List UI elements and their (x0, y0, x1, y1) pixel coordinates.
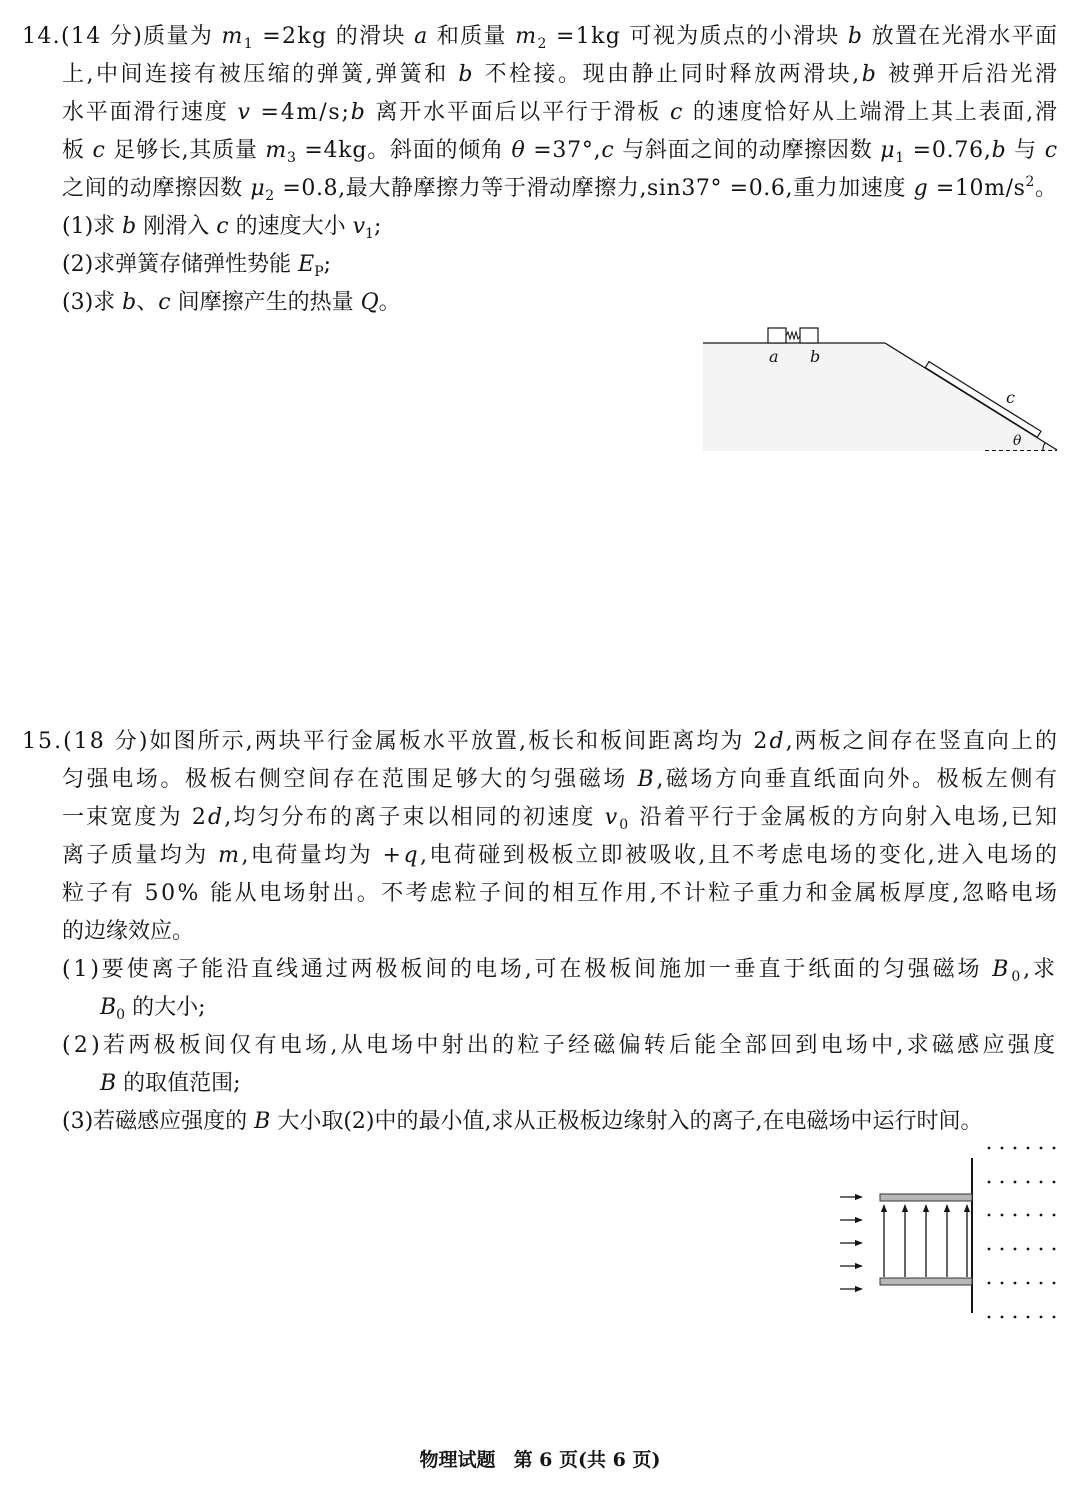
subscript: 0 (116, 1007, 126, 1023)
q15-subquestion-2-cont (100, 1065, 1055, 1103)
line-text (22, 18, 1058, 58)
line-text (62, 875, 1059, 913)
text-run: ,两板之间存在竖直向上的 (785, 729, 1060, 754)
field-dot (1040, 1316, 1043, 1319)
line-text (62, 951, 1058, 991)
text-run: 间摩擦产生的热量 (170, 290, 361, 315)
text-run: =0.76, (904, 138, 992, 163)
q14-subquestion-2 (62, 246, 1057, 284)
field-dot (1040, 1181, 1043, 1184)
text-run: (2)若两极板间仅有电场,从电场中射出的粒子经磁偏转后能全部回到电场中,求磁感应强度 (62, 1033, 1059, 1058)
math-symbol: m (265, 138, 287, 163)
math-symbol: B (254, 1109, 271, 1134)
subscript: 2 (265, 188, 275, 204)
label-c: c (1006, 388, 1015, 407)
field-dot (988, 1316, 991, 1319)
subscript: 0 (619, 817, 631, 833)
footer-subject: 物理试题 (419, 1449, 496, 1471)
text-run: ,均匀分布的离子束以相同的初速度 (224, 805, 605, 830)
text-run: 之间的动摩擦因数 (62, 176, 251, 201)
field-dot (1053, 1181, 1056, 1184)
math-symbol: v (352, 214, 366, 239)
footer-page-number: 第 6 页(共 6 页) (513, 1449, 661, 1471)
math-symbol: B (992, 957, 1012, 982)
line-text (62, 799, 1059, 839)
text-run: ,磁场方向垂直纸面向外。极板左侧有 (656, 767, 1060, 792)
label-a: a (769, 347, 779, 366)
line-text (62, 94, 1059, 132)
field-dot (1040, 1214, 1043, 1217)
field-dot (988, 1214, 991, 1217)
subscript: 1 (243, 36, 254, 52)
q15-line-4 (62, 837, 1060, 875)
text-run: 足够长,其质量 (105, 138, 266, 163)
field-dot (1027, 1248, 1030, 1251)
math-symbol: v (237, 100, 252, 125)
page-footer (0, 1447, 1080, 1473)
math-symbol: q (403, 843, 420, 868)
q15-subquestion-2 (62, 1027, 1059, 1065)
text-run: =0.8,最大静摩擦力等于滑动摩擦力,sin37° =0.6,重力加速度 (274, 176, 914, 201)
math-symbol: m (221, 24, 244, 49)
line-text (62, 761, 1060, 799)
line-text (22, 723, 1059, 761)
subscript: 1 (365, 226, 374, 242)
math-symbol: a (414, 24, 429, 49)
text-run: =2kg 的滑块 (253, 24, 415, 49)
field-dot (988, 1282, 991, 1285)
ion-beam-arrows (840, 1197, 862, 1289)
field-dot (1053, 1248, 1056, 1251)
text-run: (1)求 (62, 214, 123, 239)
math-symbol: b (122, 290, 137, 315)
math-symbol: θ (511, 138, 526, 163)
text-run: 沿着平行于金属板的方向射入电场,已知 (630, 805, 1060, 830)
field-dot (988, 1181, 991, 1184)
math-symbol: c (1044, 138, 1058, 163)
math-symbol: b (458, 62, 475, 87)
text-run: 水平面滑行速度 (62, 100, 238, 125)
block-b (800, 328, 818, 343)
line-text (62, 1027, 1058, 1065)
q14-subquestion-1 (62, 208, 1057, 246)
text-run: (1)要使离子能沿直线通过两极板间的电场,可在极板间施加一垂直于纸面的匀强磁场 (62, 957, 993, 982)
field-dot (1014, 1316, 1017, 1319)
text-run: 离子质量均为 (62, 843, 219, 868)
q14-line-4 (62, 132, 1057, 170)
math-symbol: b (350, 100, 367, 125)
field-dot (1040, 1282, 1043, 1285)
text-run: 大小取(2)中的最小值,求从正极板边缘射入的离子,在电磁场中运行时间。 (270, 1109, 983, 1134)
field-dot (1001, 1248, 1004, 1251)
text-run: 与斜面之间的动摩擦因数 (614, 138, 881, 163)
text-run: ,电荷量均为 + (241, 843, 404, 868)
field-dot (1014, 1181, 1017, 1184)
text-run: 放置在光滑水平面 (863, 24, 1059, 49)
field-dot (1014, 1214, 1017, 1217)
line-text (62, 246, 331, 286)
text-run: 上,中间连接有被压缩的弹簧,弹簧和 (62, 62, 459, 87)
math-symbol: B (637, 767, 657, 792)
text-run: ,求 (1023, 957, 1058, 982)
line-text (100, 989, 206, 1029)
magnetic-field-dots (988, 1147, 1056, 1319)
field-dot (1040, 1248, 1043, 1251)
text-run: =1kg 可视为质点的小滑块 (547, 24, 848, 49)
text-run: =4m/s; (251, 100, 351, 125)
q14-line-5 (62, 170, 1057, 208)
top-metal-plate (880, 1194, 972, 1201)
field-dot (1027, 1147, 1030, 1150)
field-dot (1001, 1214, 1004, 1217)
q14-line-3 (62, 94, 1057, 132)
text-run: ; (373, 214, 382, 239)
math-symbol: B (100, 995, 117, 1020)
field-dot (1001, 1282, 1004, 1285)
math-symbol: m (515, 24, 538, 49)
field-dot (1001, 1147, 1004, 1150)
subscript: P (314, 264, 324, 280)
field-dot (1001, 1316, 1004, 1319)
field-dot (1053, 1214, 1056, 1217)
superscript: 2 (1025, 174, 1035, 190)
math-symbol: d (769, 729, 786, 754)
q15-line-2 (62, 761, 1060, 799)
text-run: ; (323, 252, 332, 277)
math-symbol: μ (880, 138, 896, 163)
q14-figure-blocks-and-incline (700, 318, 1062, 458)
text-run: =4kg。斜面的倾角 (296, 138, 512, 163)
math-symbol: c (601, 138, 615, 163)
text-run: 的速度恰好从上端滑上其上表面,滑 (684, 100, 1059, 125)
math-symbol: E (298, 252, 315, 277)
q15-subquestion-1 (62, 951, 1058, 989)
compressed-spring (786, 332, 800, 339)
math-symbol: c (158, 290, 171, 315)
math-symbol: Q (360, 290, 379, 315)
ground-shading (703, 343, 1057, 451)
math-symbol: b (991, 138, 1007, 163)
q14-line-1 (22, 18, 1057, 56)
field-dot (1053, 1147, 1056, 1150)
q15-subquestion-1-cont (100, 989, 1055, 1027)
field-dot (988, 1147, 991, 1150)
q15-line-6 (62, 913, 1057, 951)
field-dot (1027, 1214, 1030, 1217)
field-dot (1014, 1147, 1017, 1150)
math-symbol: v (604, 805, 620, 830)
q15-line-1 (22, 723, 1060, 761)
text-run: 。 (1035, 176, 1058, 201)
text-run: 14.(14 分)质量为 (22, 24, 222, 49)
line-text (62, 56, 1060, 94)
math-symbol: c (216, 214, 229, 239)
field-dot (988, 1248, 991, 1251)
text-run: =10m/s (928, 176, 1026, 201)
line-text (62, 913, 194, 951)
text-run: =37°, (525, 138, 602, 163)
text-run: 的大小; (125, 995, 206, 1020)
text-run: 一束宽度为 2 (62, 805, 209, 830)
line-text (62, 1103, 983, 1141)
line-text (100, 1065, 241, 1103)
math-symbol: g (913, 176, 929, 201)
q14-subquestion-3 (62, 284, 1057, 322)
field-dot (1053, 1316, 1056, 1319)
math-symbol: c (92, 138, 106, 163)
math-symbol: m (218, 843, 242, 868)
text-run: 的取值范围; (116, 1071, 241, 1096)
line-text (62, 208, 381, 248)
line-text (62, 837, 1059, 875)
field-dot (1001, 1181, 1004, 1184)
math-symbol: B (100, 1071, 117, 1096)
text-run: 被弹开后沿光滑 (878, 62, 1060, 87)
math-symbol: μ (250, 176, 266, 201)
text-run: 粒子有 50% 能从电场射出。不考虑粒子间的相互作用,不计粒子重力和金属板厚度,忽略电场 (62, 881, 1060, 906)
text-run: (2)求弹簧存储弹性势能 (62, 252, 299, 277)
text-run: ,电荷碰到极板立即被吸收,且不考虑电场的变化,进入电场的 (419, 843, 1060, 868)
math-symbol: b (847, 24, 864, 49)
q15-line-3 (62, 799, 1060, 837)
text-run: 匀强电场。极板右侧空间存在范围足够大的匀强磁场 (62, 767, 638, 792)
text-run: 不栓接。现由静止同时释放两滑块, (474, 62, 862, 87)
q15-subquestion-3 (62, 1103, 1055, 1141)
bottom-metal-plate (880, 1278, 972, 1285)
field-dot (1053, 1282, 1056, 1285)
line-text (62, 132, 1058, 172)
subscript: 2 (537, 36, 548, 52)
text-run: 。 (378, 290, 401, 315)
q14-line-2 (62, 56, 1060, 94)
field-dot (1040, 1147, 1043, 1150)
math-symbol: b (122, 214, 137, 239)
math-symbol: c (669, 100, 685, 125)
text-run: 与 (1006, 138, 1045, 163)
text-run: 和质量 (428, 24, 516, 49)
electric-field-arrows (884, 1205, 967, 1277)
text-run: 离开水平面后以平行于滑板 (366, 100, 670, 125)
text-run: 刚滑入 (136, 214, 217, 239)
block-a (768, 328, 786, 343)
text-run: 的速度大小 (228, 214, 353, 239)
text-run: (3)若磁感应强度的 (62, 1109, 255, 1134)
text-run: 板 (62, 138, 93, 163)
field-dot (1027, 1181, 1030, 1184)
q15-line-5 (62, 875, 1060, 913)
field-dot (1014, 1282, 1017, 1285)
field-dot (1014, 1248, 1017, 1251)
text-run: (3)求 (62, 290, 123, 315)
line-text (62, 170, 1058, 210)
text-run: 15.(18 分)如图所示,两块平行金属板水平放置,板长和板间距离均为 2 (22, 729, 770, 754)
label-b: b (810, 347, 821, 366)
line-text (62, 284, 401, 322)
math-symbol: b (861, 62, 879, 87)
label-theta: θ (1013, 433, 1022, 449)
field-dot (1027, 1316, 1030, 1319)
subscript: 0 (1011, 969, 1024, 985)
text-run: 的边缘效应。 (62, 919, 195, 944)
text-run: 、 (136, 290, 159, 315)
subscript: 1 (895, 150, 905, 166)
subscript: 3 (286, 150, 297, 166)
field-dot (1027, 1282, 1030, 1285)
math-symbol: d (208, 805, 225, 830)
q15-figure-plates-and-field (830, 1138, 1060, 1330)
